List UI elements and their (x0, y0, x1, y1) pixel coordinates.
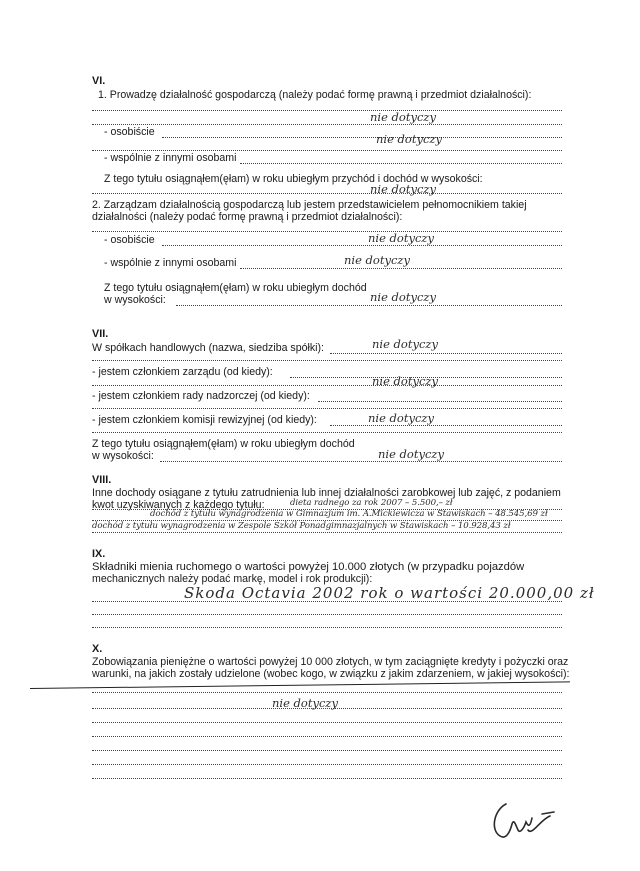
s7-answer-question: nie dotyczy (372, 337, 438, 351)
s7-zarzad-label: - jestem członkiem zarządu (od kiedy): (92, 366, 273, 378)
s6-dotted-line (176, 305, 562, 306)
s7-question: W spółkach handlowych (nazwa, siedziba spółki): (92, 342, 324, 354)
s7-answer-income: nie dotyczy (378, 447, 444, 461)
s7-income-line-1: Z tego tytułu osiągnąłem(ęłam) w roku ubiegłym dochód (92, 438, 355, 450)
s9-dotted-line (92, 627, 562, 628)
s6-income2-line-1: Z tego tytułu osiągnąłem(ęłam) w roku ubiegłym dochód (104, 282, 367, 294)
s10-line-1: Zobowiązania pieniężne o wartości powyżej 10 000 złotych, w tym zaciągnięte kredyty i pożyczki oraz (92, 656, 569, 668)
s7-dotted-line (330, 425, 562, 426)
s10-dotted-line (92, 722, 562, 723)
s8-answer-1: dieta radnego za rok 2007 – 5.500,– zł (290, 498, 453, 508)
s7-answer-komisja: nie dotyczy (368, 411, 434, 425)
s6-answer-income: nie dotyczy (370, 182, 436, 196)
s6-dotted-line (92, 124, 562, 125)
s10-dotted-line (92, 736, 562, 737)
s6-dotted-line (92, 110, 562, 111)
s6-income-label: Z tego tytułu osiągnąłem(ęłam) w roku ubiegłym przychód i dochód w wysokości: (104, 173, 483, 185)
s6-osobiscie-label: - osobiście (104, 126, 155, 138)
s8-line-1: Inne dochody osiągane z tytułu zatrudnienia lub innej działalności zarobkowej lub zajęć, z podaniem (92, 487, 561, 499)
s6-dotted-line (240, 163, 562, 164)
signature-mark (484, 796, 564, 846)
s7-dotted-line (92, 432, 562, 433)
section-10-heading: X. (92, 643, 103, 655)
s7-komisja-label: - jestem członkiem komisji rewizyjnej (od kiedy): (92, 414, 317, 426)
s7-dotted-line (92, 385, 562, 386)
s7-dotted-line (92, 360, 562, 361)
s10-dotted-line (92, 764, 562, 765)
s6-answer-osobiscie2: nie dotyczy (368, 231, 434, 245)
s9-line-1: Składniki mienia ruchomego o wartości powyżej 10.000 złotych (w przypadku pojazdów (92, 561, 525, 573)
s6-income2-line-2: w wysokości: (104, 294, 166, 306)
s8-dotted-line (92, 532, 562, 533)
s7-dotted-line (92, 408, 562, 409)
s6-dotted-line (240, 268, 562, 269)
section-6-heading: VI. (92, 75, 106, 87)
s6-wspolnie-label: - wspólnie z innymi osobami (104, 152, 237, 164)
s9-answer-1: Skoda Octavia 2002 rok o wartości 20.000,00 zł (184, 584, 595, 602)
s6-answer-1: nie dotyczy (370, 110, 436, 124)
section-9-heading: IX. (92, 548, 106, 560)
s6-answer-income2: nie dotyczy (370, 290, 436, 304)
s6-question-1: 1. Prowadzę działalność gospodarczą (należy podać formę prawną i przedmiot działalności): (98, 89, 532, 101)
s6-osobiscie2-label: - osobiście (104, 234, 155, 246)
s7-dotted-line (330, 353, 562, 354)
section-7-heading: VII. (92, 328, 109, 340)
s10-dotted-line (92, 778, 562, 779)
s8-answer-3: dochód z tytułu wynagrodzenia w Zespole Szkół Ponadgimnazjalnych w Stawiskach – 10.928,43 zł (92, 521, 511, 531)
s7-rada-label: - jestem członkiem rady nadzorczej (od kiedy): (92, 390, 310, 402)
s10-dotted-line (92, 692, 562, 693)
s7-dotted-line (160, 461, 562, 462)
s8-answer-2: dochód z tytułu wynagrodzenia w Gimnazjum im. A.Mickiewicza w Stawiskach – 48.545,69 zł (150, 509, 548, 519)
s9-line-2: mechanicznych należy podać markę, model i rok produkcji): (92, 573, 373, 585)
s6-question-2-line-1: 2. Zarządzam działalnością gospodarczą lub jestem przedstawicielem pełnomocnikiem takiej (92, 199, 527, 211)
s6-answer-osobiscie: nie dotyczy (376, 132, 442, 146)
s10-answer-1: nie dotyczy (272, 696, 338, 710)
s7-dotted-line (318, 401, 562, 402)
section-8-heading: VIII. (92, 474, 112, 486)
s6-dotted-line (162, 245, 562, 246)
s9-dotted-line (92, 614, 562, 615)
s6-dotted-line (92, 193, 562, 194)
s10-handdrawn-rule (30, 681, 570, 689)
s6-dotted-line (162, 137, 562, 138)
s6-answer-wspolnie2: nie dotyczy (344, 253, 410, 267)
s10-dotted-line (92, 708, 562, 709)
s10-dotted-line (92, 750, 562, 751)
s6-dotted-line (92, 150, 562, 151)
s10-line-2: warunki, na jakich zostały udzielone (wobec kogo, w związku z jakim zdarzeniem, w jakiej wysokości): (92, 668, 570, 680)
s7-answer-zarzad: nie dotyczy (372, 374, 438, 388)
s6-dotted-line (92, 231, 562, 232)
s6-wspolnie2-label: - wspólnie z innymi osobami (104, 257, 237, 269)
s8-line-2: kwot uzyskiwanych z każdego tytułu: (92, 499, 265, 511)
s6-question-2-line-2: działalności (należy podać formę prawną i przedmiot działalności): (92, 211, 403, 223)
s7-income-line-2: w wysokości: (92, 450, 154, 462)
s9-dotted-line (92, 601, 562, 602)
